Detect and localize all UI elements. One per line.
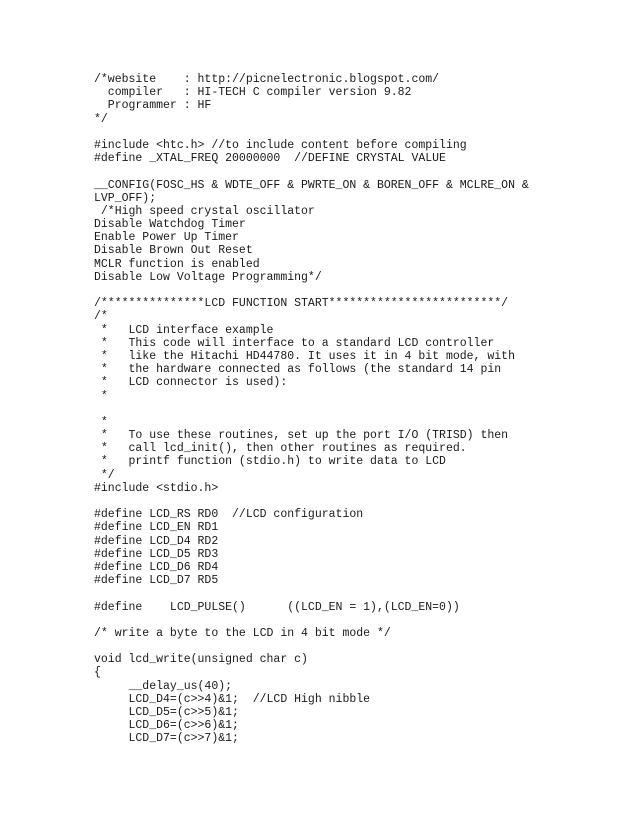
code-line: #define LCD_PULSE() ((LCD_EN = 1),(LCD_EN=0)) [94,600,460,614]
code-line: Disable Low Voltage Programming*/ [94,270,322,284]
code-line: * printf function (stdio.h) to write data to LCD [94,455,446,469]
code-line: LCD_D5=(c>>5)&1; [94,706,239,719]
code-line: { [94,666,101,680]
code-line [94,165,634,178]
code-line: Disable Brown Out Reset [94,244,253,258]
code-line: #define LCD_D6 RD4 [94,560,219,574]
code-line: #define LCD_D4 RD2 [94,534,219,548]
code-line: /*High speed crystal oscillator [94,204,315,218]
code-line: #define LCD_EN RD1 [94,521,219,535]
code-line [94,126,634,139]
code-line: compiler : HI-TECH C compiler version 9.82 [94,86,412,100]
code-line: * [94,415,108,429]
code-line: /***************LCD FUNCTION START*************************/ [94,297,509,311]
code-line: #define _XTAL_FREQ 20000000 //DEFINE CRYSTAL VALUE [94,152,446,166]
code-line [94,587,634,600]
code-line [94,495,634,508]
code-line: #define LCD_D5 RD3 [94,547,219,561]
code-line: Disable Watchdog Timer [94,218,246,232]
code-line: * To use these routines, set up the port I/O (TRISD) then [94,429,509,443]
code-line: #define LCD_D7 RD5 [94,574,219,588]
code-line: * the hardware connected as follows (the standard 14 pin [94,363,502,377]
code-line: Programmer : HF [94,99,212,113]
code-line: LCD_D4=(c>>4)&1; //LCD High nibble [94,692,371,706]
code-line: * LCD connector is used): [94,376,288,390]
code-line: * LCD interface example [94,323,274,337]
code-line: __CONFIG(FOSC_HS & WDTE_OFF & PWRTE_ON & BOREN_OFF & MCLRE_ON & [94,178,529,192]
code-line: /*website : http://picnelectronic.blogspot.com/ [94,73,440,86]
code-line: * like the Hitachi HD44780. It uses it in 4 bit mode, with [94,349,515,363]
source-code-block [94,73,634,746]
code-line: * call lcd_init(), then other routines as required. [94,442,467,456]
code-line [94,640,634,653]
code-line: LCD_D6=(c>>6)&1; [94,719,239,733]
code-line: /* write a byte to the LCD in 4 bit mode */ [94,626,391,640]
code-line [94,403,634,416]
code-line: #define LCD_RS RD0 //LCD configuration [94,508,364,522]
code-line: MCLR function is enabled [94,257,260,271]
code-line: * This code will interface to a standard LCD controller [94,336,495,350]
code-line: #include <stdio.h> [94,481,219,495]
code-line [94,614,634,627]
code-line: #include <htc.h> //to include content before compiling [94,138,467,152]
code-line: /* [94,310,108,324]
code-line: void lcd_write(unsigned char c) [94,653,308,667]
code-line: */ [94,468,115,482]
code-line: __delay_us(40); [94,679,233,693]
code-line: */ [94,112,108,126]
code-line: LCD_D7=(c>>7)&1; [94,732,239,746]
code-line [94,284,634,297]
code-line: Enable Power Up Timer [94,231,239,245]
code-line: LVP_OFF); [94,191,157,205]
code-line: * [94,389,108,403]
